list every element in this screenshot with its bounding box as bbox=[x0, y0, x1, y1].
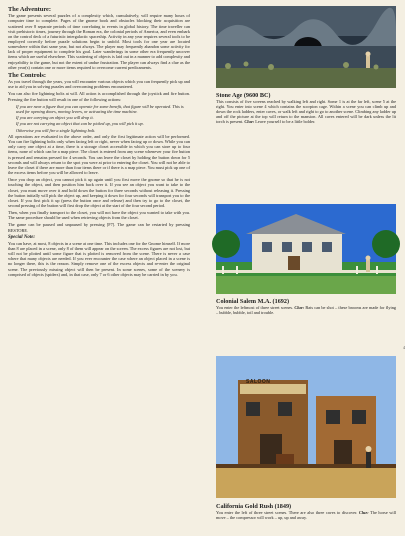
controls-paragraph-5: Then, when you finally transport to the closet, you will not have the object you wanted to take with you. The same procedure should be used when retrieving objects from the closet. bbox=[8, 210, 190, 221]
salem-description: You enter the leftmost of three street scenes. Clue: Bats can be shot – these brooms are made for flying – bubble, bubble, toil and trouble. bbox=[216, 305, 397, 316]
stone-age-screenshot bbox=[216, 6, 396, 88]
salem-title: Colonial Salem M.A. (1692) bbox=[216, 298, 290, 305]
special-note-paragraph: You can have, at most, 8 objects in a scene at one time. This includes one for the Gnome himself. If more than 8 are placed in a scene, only 8 of them will appear on the screen. The excess figures are not lost, but will not be plotted until some figure that is plotted is removed from the scene. There is never a case where that many objects are needed. If you ever encounter the case where an object placed in a scene is no longer there, this is the reason. Simply remove one of the excess objects and re-enter the original scene. The previously missing object will then be present. In some scenes, some of the scenery is comprised of objects (spiders) and, in that case, only 7 or 6 other objects may be carried in by you. bbox=[8, 240, 190, 277]
controls-paragraph-2: You can also fire lightning bolts at will. All action is accomplished through the joystick and fire button. Pressing the fire button will result in one of the following actions: bbox=[8, 91, 190, 102]
left-column bbox=[8, 6, 190, 532]
stone-age-title: Stone Age (9600 BC) bbox=[216, 92, 271, 99]
option-operate: If you are near a figure that you can operate for some benefit, that figure will be operated. This is used for opening doors, moving levers, or activating the time machine. bbox=[16, 103, 184, 114]
option-fire: Otherwise you will fire a single lightning bolt. bbox=[16, 127, 96, 133]
controls-heading: The Controls: bbox=[8, 71, 47, 79]
controls-paragraph-6: The game can be paused and unpaused by pressing [F7]. The game can be restarted by pressing RESTORE. bbox=[8, 222, 190, 233]
controls-paragraph-3: All operations are evaluated in the above order, and only the first legitimate action will be performed. You can fire lightning bolts only when facing left or right, never when facing up or down. While you can only carry one object at a time, there is a storage closet accessible in which you can store up to four items, none of which can be a map piece. The closet is entered from any scene whenever your fire button is pressed and remains pressed for 4 seconds. You can leave the closet by holding the button down for 5 seconds and will always return to the spot you were at prior to entering the closet. You will not be able to leave the closet if there are more than four items there or if there is a map piece. You must pick up one of the excess items before you will be allowed to leave. bbox=[8, 133, 190, 176]
stone-age-description: This consists of five screens reached by walking left and right. Some 1 is at the far left, scene 5 at the right. You enter into scene 4 which contains the scorpion cage. Within a scene you can climb up and down the rock ladders, enter caves, or walk left and right to go to another scene. Climbing any ladder up and off the picture at the top will return to the mansion. All caves entered will be dark unless the lit torch is present. Clue: Leave yourself to be a little bolder. bbox=[216, 99, 396, 125]
page-marker: 4 bbox=[403, 345, 405, 350]
gold-rush-screenshot bbox=[216, 356, 396, 498]
option-drop: If you are carrying an object you will drop it. bbox=[16, 115, 94, 121]
adventure-heading: The Adventure: bbox=[8, 6, 52, 13]
gold-rush-title: California Gold Rush (1849) bbox=[216, 503, 292, 510]
controls-paragraph-1: As you travel through the years, you will encounter various objects which you can frequently pick up and use to aid you in solving puzzles and overcoming problems encountered. bbox=[8, 79, 190, 90]
special-note-heading: Special Note: bbox=[8, 234, 36, 240]
stone-age-caption bbox=[216, 92, 396, 124]
option-pick-up: If you are not carrying an object that can be picked up, you will pick it up. bbox=[16, 121, 144, 127]
saloon-sign: SALOON bbox=[246, 379, 271, 385]
gold-rush-description: You enter the left of three street scenes. There are also three caves to discover. Clue: The horse will move – the compressor will work – up, up and away. bbox=[216, 510, 396, 521]
adventure-paragraph: The game presents several puzzles of a complexity which, cumulatively, will require many hours of computer time to complete. Pages of the gnome book and obstacles blocking their acquisition are scattered over 8 separate periods of time correlating to events in global history. The time traveller can visit prehistoric times, journey through the Roman era, the colonial periods of America, and even embark on the control deck of a futuristic intergalactic spaceship. Activity in any year requires several tools to be employed correctly before puzzle solutions begin to unfold. Most tools for one year are located somewhere within that same year, but not always. The player may frequently abandon some activity for lack of proper equipment to complete his goal. Later wanderings in some other era frequently uncover items which are useful elsewhere. This scattering of objects is laid out in a manner to add complexity and enjoyability to the game, but not the extent of undue frustration. The player can always find a clue as the other year(s) contain one or more items required to overcome current predicaments. bbox=[8, 13, 190, 70]
gold-rush-caption bbox=[216, 503, 396, 520]
controls-paragraph-4: Once you drop an object, you cannot pick it up again until you first move the gnome so that he is not touching the object, and then position him back over it. If you see an object you want to take to the closet, you must move over it and hold down the button for three seconds without releasing it. Pressing the button initially will pick the object up, and keeping it down for four seconds will transport you to the closet. If you first pick it up (press the button once and release) and then try to go to the closet, the second pressing of the button will first drop the object at the start of the four second period. bbox=[8, 177, 190, 208]
salem-caption bbox=[216, 298, 396, 315]
salem-screenshot bbox=[216, 204, 396, 294]
right-column bbox=[200, 0, 405, 536]
